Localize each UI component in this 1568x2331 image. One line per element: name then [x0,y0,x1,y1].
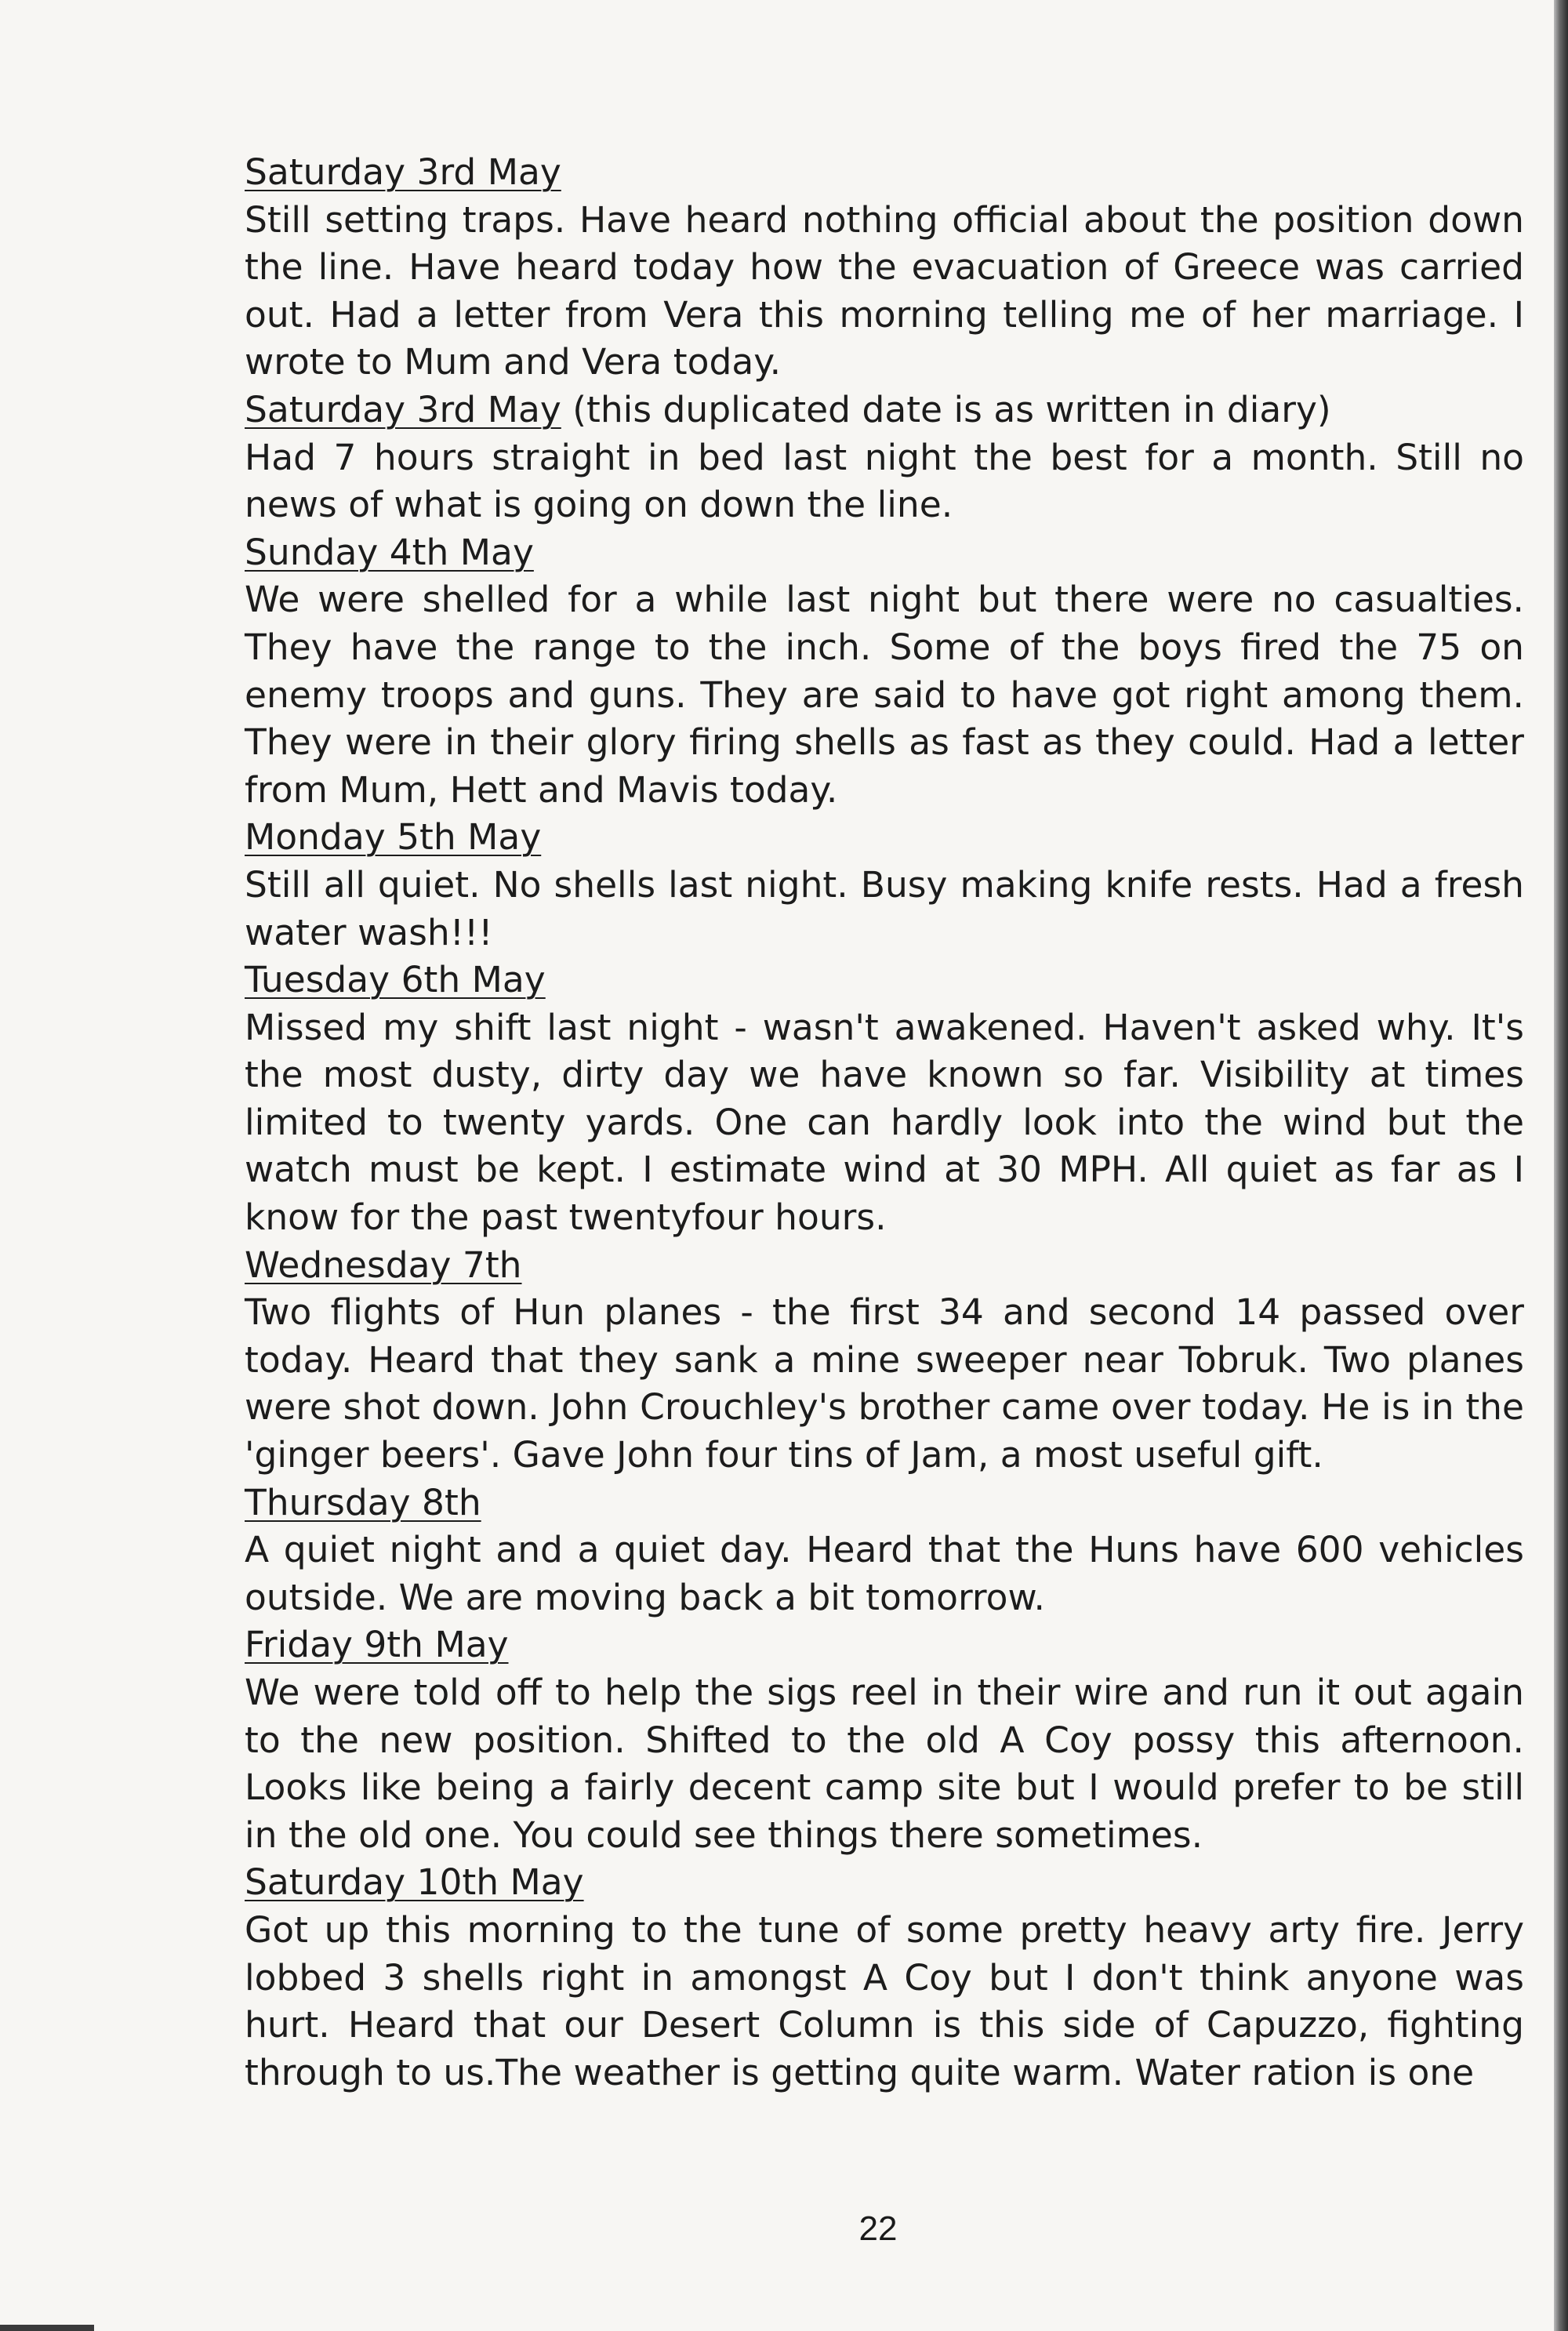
entry-date-heading [245,1859,1524,1907]
diary-entries [245,149,1524,2097]
diary-entry [245,1621,1524,1859]
entry-date-note: (this duplicated date is as written in diary) [561,388,1331,430]
entry-text: Missed my shift last night - wasn't awakened. Haven't asked why. It's the most dusty, dirty day we have known so far. Visibility at times limited to twenty yards. One can hardly look into the wind but the watch must be kept. I estimate wind at 30 MPH. All quiet as far as I know for the past twentyfour hours. [245,1006,1524,1239]
entry-date: Saturday 10th May [245,1861,584,1904]
entry-date-heading [245,957,1524,1004]
entry-text: Had 7 hours straight in bed last night the best for a month. Still no news of what is going on down the line. [245,436,1524,526]
entry-text: A quiet night and a quiet day. Heard that the Huns have 600 vehicles outside. We are moving back a bit tomorrow. [245,1529,1524,1618]
entry-date: Friday 9th May [245,1624,509,1666]
scan-edge-mark [0,2325,94,2331]
entry-date-heading [245,1480,1524,1527]
diary-entry [245,957,1524,1242]
entry-date: Monday 5th May [245,816,542,859]
entry-date-heading [245,529,1524,577]
entry-date-heading [245,149,1524,197]
entry-date: Saturday 3rd May [245,151,561,193]
diary-entry [245,1859,1524,2097]
entry-date: Wednesday 7th [245,1244,522,1286]
entry-date-heading [245,1242,1524,1290]
entry-text: Still all quiet. No shells last night. Busy making knife rests. Had a fresh water wash!!! [245,863,1524,953]
entry-date-heading [245,387,1524,434]
entry-text: We were shelled for a while last night but there were no casualties. They have the range to the inch. Some of the boys fired the 75 on enemy troops and guns. They are said to have got right among them. They were in their glory firing shells as fast as they could. Had a letter from Mum, Hett and Mavis today. [245,579,1524,811]
entry-date: Saturday 3rd May [245,388,561,430]
book-spine-shadow [1554,0,1568,2331]
entry-text: Still setting traps. Have heard nothing official about the position down the line. Have heard today how the evacuation of Greece was carried out. Had a letter from Vera this morning telling me of her marriage. I wrote to Mum and Vera today. [245,198,1524,383]
diary-entry [245,1480,1524,1622]
entry-text: Got up this morning to the tune of some pretty heavy arty fire. Jerry lobbed 3 shells right in amongst A Coy but I don't think anyone was hurt. Heard that our Desert Column is this side of Capuzzo, fighting through to us.The weather is getting quite warm. Water ration is one [245,1908,1524,2093]
entry-date: Tuesday 6th May [245,959,546,1001]
page-number: 22 [858,2209,898,2248]
entry-date-heading [245,814,1524,862]
diary-entry [245,149,1524,387]
entry-date: Thursday 8th [245,1481,481,1523]
entry-date: Sunday 4th May [245,531,534,573]
diary-entry [245,529,1524,815]
entry-date-heading [245,1621,1524,1669]
diary-entry [245,387,1524,529]
diary-entry [245,1242,1524,1480]
diary-entry [245,814,1524,957]
entry-text: Two flights of Hun planes - the first 34 and second 14 passed over today. Heard that they sank a mine sweeper near Tobruk. Two planes were shot down. John Crouchley's brother came over today. He is in the 'ginger beers'. Gave John four tins of Jam, a most useful gift. [245,1291,1524,1476]
entry-text: We were told off to help the sigs reel in their wire and run it out again to the new position. Shifted to the old A Coy possy this afternoon. Looks like being a fairly decent camp site but I would prefer to be still in the old one. You could see things there sometimes. [245,1672,1524,1856]
